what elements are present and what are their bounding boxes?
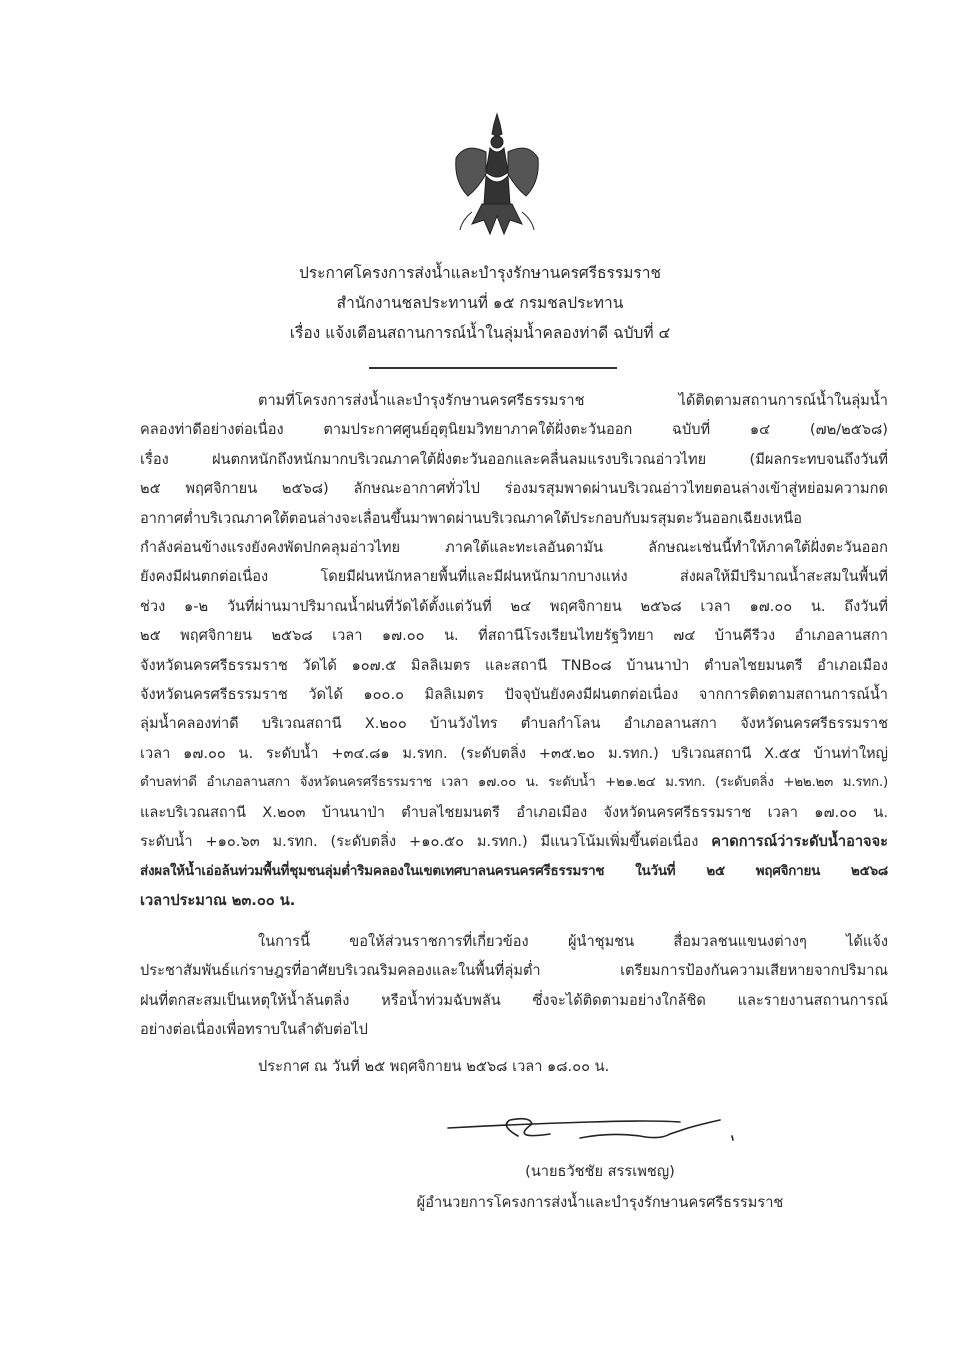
- text-line: คลองท่าดีอย่างต่อเนื่อง ตามประกาศศูนย์อุตุนิยมวิทยาภาคใต้ฝั่งตะวันออก ฉบับที่ ๑๔ (๗๒/๒๕๖๘): [140, 421, 888, 439]
- text-line: เวลา ๑๗.๐๐ น. ระดับน้ำ +๓๔.๘๑ ม.รทก. (ระดับตลิ่ง +๓๕.๒๐ ม.รทก.) บริเวณสถานี X.๕๕ บ้านท่าใหญ่: [140, 744, 888, 762]
- text-line: ลุ่มน้ำคลองท่าดี บริเวณสถานี X.๒๐๐ บ้านวังไทร ตำบลกำโลน อำเภอลานสกา จังหวัดนครศรีธรรมราช: [140, 715, 888, 733]
- text-line: ๒๕ พฤศจิกายน ๒๕๖๘) ลักษณะอากาศทั่วไป ร่องมรสุมพาดผ่านบริเวณอ่าวไทยตอนล่างเข้าสู่หย่อมความกด: [140, 480, 888, 498]
- text-line: อย่างต่อเนื่องเพื่อทราบในลำดับต่อไป: [140, 1021, 368, 1039]
- text-line: ในการนี้ ขอให้ส่วนราชการที่เกี่ยวข้อง ผู้นำชุมชน สื่อมวลชนแขนงต่างๆ ได้แจ้ง: [258, 933, 888, 950]
- header-line-1: ประกาศโครงการส่งน้ำและบำรุงรักษานครศรีธรรมราช: [299, 264, 661, 282]
- forecast-bold-text: คาดการณ์ว่าระดับน้ำอาจจะ: [711, 833, 888, 851]
- text-line: ฝนที่ตกสะสมเป็นเหตุให้น้ำล้นตลิ่ง หรือน้ำท่วมฉับพลัน ซึ่งจะได้ติดตามอย่างใกล้ชิด และรายงานสถานการณ์: [140, 991, 888, 1009]
- text-line: กำลังค่อนข้างแรงยังคงพัดปกคลุมอ่าวไทย ภาคใต้และทะเลอันดามัน ลักษณะเช่นนี้ทำให้ภาคใต้ฝั่งตะวันออก: [140, 539, 888, 557]
- text-line: [140, 827, 888, 856]
- text-line: จังหวัดนครศรีธรรมราช วัดได้ ๑๐๐.๐ มิลลิเมตร ปัจจุบันยังคงมีฝนตกต่อเนื่อง จากการติดตามสถานการณ์น้ำ: [140, 686, 888, 704]
- garuda-emblem-icon: [452, 112, 542, 240]
- text-line: [140, 886, 888, 915]
- text-line: เรื่อง ฝนตกหนักถึงหนักมากบริเวณภาคใต้ฝั่งตะวันออกและคลื่นลมแรงบริเวณอ่าวไทย (มีผลกระทบจนถึงวันที่: [140, 450, 888, 468]
- text-line: ๒๕ พฤศจิกายน ๒๕๖๘ เวลา ๑๗.๐๐ น. ที่สถานีโรงเรียนไทยรัฐวิทยา ๗๔ บ้านคีรีวง อำเภอลานสกา: [140, 627, 888, 645]
- forecast-bold-text: ส่งผลให้น้ำเอ่อล้นท่วมพื้นที่ชุมชนลุ่มต่ำริมคลองในเขตเทศบาลนครนครศรีธรรมราช ในวันที่ ๒๕ พฤศจิกายน ๒๕๖๘: [140, 863, 888, 879]
- header-subject: เรื่อง แจ้งเตือนสถานการณ์น้ำในลุ่มน้ำคลองท่าดี ฉบับที่ ๔: [289, 324, 671, 342]
- divider: [369, 367, 617, 369]
- text-line: อากาศต่ำบริเวณภาคใต้ตอนล่างจะเลื่อนขึ้นมาพาดผ่านบริเวณภาคใต้ประกอบกับมรสุมตะวันออกเฉียงเหนือ: [140, 509, 802, 527]
- proclamation-date: ประกาศ ณ วันที่ ๒๕ พฤศจิกายน ๒๕๖๘ เวลา ๑๘.๐๐ น.: [258, 1058, 610, 1075]
- text-line: ตามที่โครงการส่งน้ำและบำรุงรักษานครศรีธรรมราช ได้ติดตามสถานการณ์น้ำในลุ่มน้ำ: [258, 392, 888, 409]
- paragraph-1: [140, 386, 888, 915]
- signatory-name: (นายธวัชชัย สรรเพชญ): [525, 1163, 675, 1180]
- signature-image: [440, 1110, 740, 1160]
- text-line: จังหวัดนครศรีธรรมราช วัดได้ ๑๐๗.๕ มิลลิเมตร และสถานี TNB๐๘ บ้านนาป่า ตำบลไชยมนตรี อำเภอเมือง: [140, 656, 888, 674]
- document-header: [0, 258, 960, 348]
- forecast-bold-text: เวลาประมาณ ๒๓.๐๐ น.: [140, 891, 296, 909]
- text-line: [140, 857, 888, 886]
- paragraph-2: [140, 927, 888, 1045]
- header-line-2: สำนักงานชลประทานที่ ๑๕ กรมชลประทาน: [336, 294, 624, 312]
- text-segment: ระดับน้ำ +๑๐.๖๓ ม.รทก. (ระดับตลิ่ง +๑๐.๕๐ ม.รทก.) มีแนวโน้มเพิ่มขึ้นต่อเนื่อง: [140, 833, 712, 851]
- signatory-title: ผู้อำนวยการโครงการส่งน้ำและบำรุงรักษานครศรีธรรมราช: [416, 1194, 784, 1211]
- text-line: ตำบลท่าดี อำเภอลานสกา จังหวัดนครศรีธรรมราช เวลา ๑๗.๐๐ น. ระดับน้ำ +๒๑.๒๔ ม.รทก. (ระดับตลิ่ง +๒๒.๒๓ ม.รทก.): [140, 775, 888, 791]
- text-line: ยังคงมีฝนตกต่อเนื่อง โดยมีฝนหนักหลายพื้นที่และมีฝนหนักมากบางแห่ง ส่งผลให้มีปริมาณน้ำสะสมในพื้นที่: [140, 568, 888, 586]
- text-line: ประชาสัมพันธ์แก่ราษฎรที่อาศัยบริเวณริมคลองและในพื้นที่ลุ่มต่ำ เตรียมการป้องกันความเสียหายจากปริมาณ: [140, 962, 888, 980]
- text-line: และบริเวณสถานี X.๒๐๓ บ้านนาป่า ตำบลไชยมนตรี อำเภอเมือง จังหวัดนครศรีธรรมราช เวลา ๑๗.๐๐ น.: [140, 803, 888, 821]
- text-line: ช่วง ๑-๒ วันที่ผ่านมาปริมาณน้ำฝนที่วัดได้ตั้งแต่วันที่ ๒๔ พฤศจิกายน ๒๕๖๘ เวลา ๑๗.๐๐ น. ถึงวันที่: [140, 597, 888, 615]
